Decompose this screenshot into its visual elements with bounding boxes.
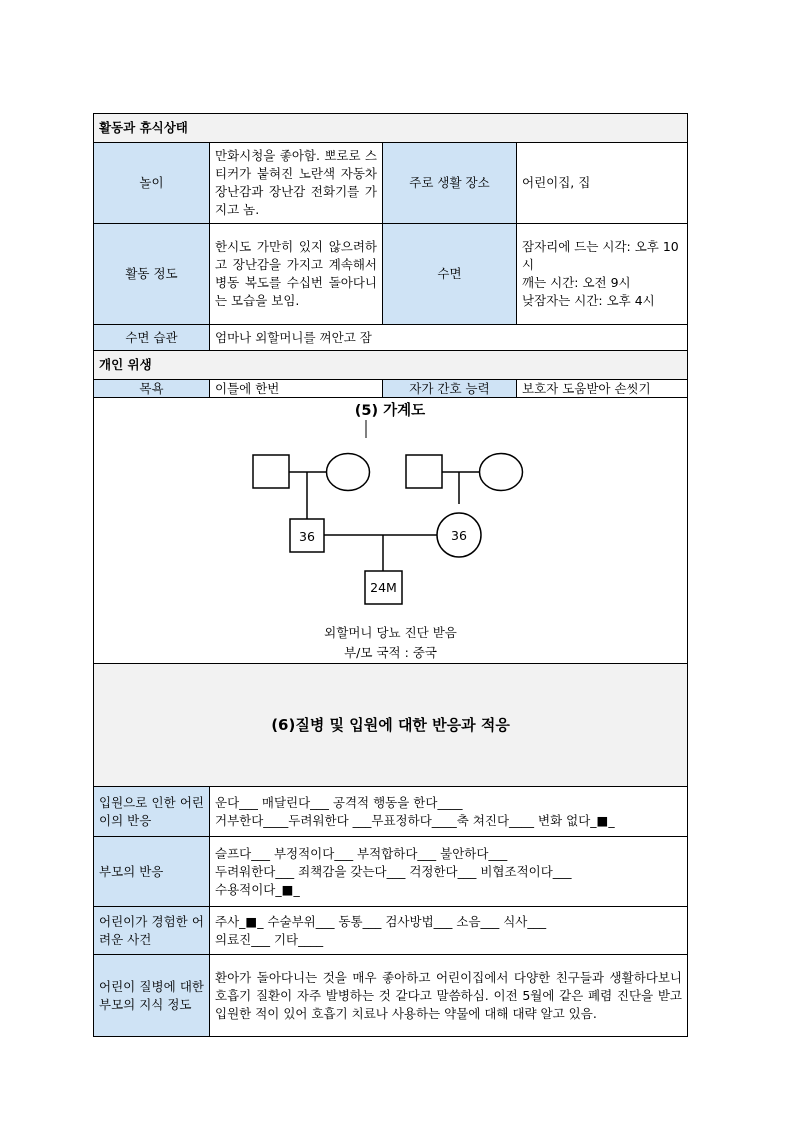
play-value: 만화시청을 좋아함. 뽀로로 스티커가 붙혀진 노란색 자동차 장난감과 장난감 전화기를 가지고 놈.	[210, 143, 383, 224]
difficult-event-line1: 주사_■_ 수술부위___ 동통___ 검사방법___ 소음___ 식사___	[215, 913, 547, 929]
father-age: 36	[299, 529, 315, 544]
family-tree-cell	[94, 398, 688, 664]
parent-reaction-check: ■	[281, 881, 294, 897]
mother-age: 36	[451, 528, 467, 543]
difficult-event-check: ■	[245, 913, 258, 929]
bath-label: 목욕	[94, 380, 210, 398]
paternal-grandfather-square	[253, 455, 289, 488]
difficult-event-line2: 의료진___ 기타____	[215, 931, 324, 947]
parent-reaction-line3: 수용적이다_■_	[215, 881, 300, 897]
selfcare-value: 보호자 도움받아 손씻기	[517, 380, 688, 398]
activity-section-title: 활동과 휴식상태	[94, 114, 688, 143]
difficult-event-label: 어린이가 경험한 어려운 사건	[94, 907, 210, 955]
hygiene-section-title: 개인 위생	[94, 351, 688, 380]
child-reaction-check: ■	[596, 812, 609, 828]
sleep-value	[517, 224, 688, 325]
bedtime-line: 잠자리에 드는 시각: 오후 10시	[522, 239, 679, 272]
place-value: 어린이집, 집	[517, 143, 688, 224]
waketime-line: 깨는 시간: 오전 9시	[522, 275, 631, 290]
bath-value: 이틀에 한번	[210, 380, 383, 398]
child-age: 24M	[370, 580, 397, 595]
parent-reaction-line1: 슬프다___ 부정적이다___ 부적합하다___ 불안하다___	[215, 845, 508, 861]
parent-reaction-value	[210, 837, 688, 907]
sleep-habit-label: 수면 습관	[94, 325, 210, 351]
assessment-table	[93, 113, 688, 1037]
parent-reaction-line2: 두려워한다___ 죄책감을 갖는다___ 걱정한다___ 비협조적이다___	[215, 863, 572, 879]
sleep-label: 수면	[383, 224, 517, 325]
reaction-section-title: (6)질병 및 입원에 대한 반응과 적응	[94, 664, 688, 787]
activity-level-value: 한시도 가만히 있지 않으려하고 장난감을 가지고 계속해서 병동 복도를 수십번 돌아다니는 모습을 보임.	[210, 224, 383, 325]
family-tree-title: (5) 가계도	[354, 403, 426, 419]
naptime-line: 낮잠자는 시간: 오후 4시	[522, 293, 655, 308]
child-reaction-line1: 운다___ 매달린다___ 공격적 행동을 한다____	[215, 794, 463, 810]
sleep-habit-value: 엄마나 외할머니를 껴안고 잠	[210, 325, 688, 351]
parent-reaction-label: 부모의 반응	[94, 837, 210, 907]
family-note-nationality: 부/모 국적 : 중국	[344, 645, 437, 660]
child-reaction-line2: 거부한다____두려워한다 ___무표정하다____축 쳐진다____ 변화 없다_■_	[215, 812, 615, 828]
paternal-grandmother-circle	[327, 454, 370, 491]
play-label: 놀이	[94, 143, 210, 224]
parent-knowledge-label: 어린이 질병에 대한 부모의 지식 정도	[94, 955, 210, 1037]
activity-level-label: 활동 정도	[94, 224, 210, 325]
assessment-document	[93, 113, 687, 1037]
difficult-event-value	[210, 907, 688, 955]
child-reaction-value	[210, 787, 688, 837]
child-reaction-label: 입원으로 인한 어린이의 반응	[94, 787, 210, 837]
maternal-grandmother-circle	[480, 454, 523, 491]
selfcare-label: 자가 간호 능력	[383, 380, 517, 398]
place-label: 주로 생활 장소	[383, 143, 517, 224]
family-note-diabetes: 외할머니 당뇨 진단 받음	[324, 625, 457, 640]
parent-knowledge-value: 환아가 돌아다니는 것을 매우 좋아하고 어린이집에서 다양한 친구들과 생활하다보니 호흡기 질환이 자주 발병하는 것 같다고 말씀하심. 이전 5월에 같은 폐렴 진단을 받고 입원한 적이 있어 호흡기 치료나 사용하는 약물에 대해 대략 알고 있음.	[210, 955, 688, 1037]
maternal-grandfather-square	[406, 455, 442, 488]
